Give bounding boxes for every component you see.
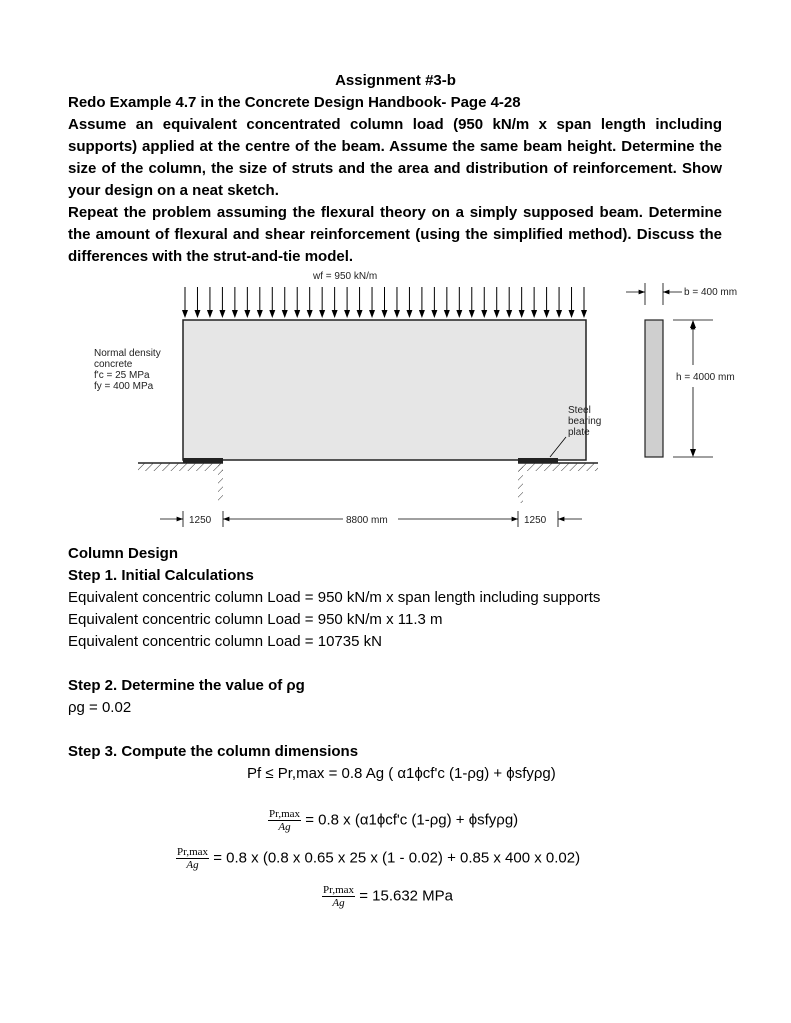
fraction-2-denominator: Ag xyxy=(278,821,291,833)
left-support-hatch xyxy=(138,463,223,471)
load-arrow-head xyxy=(556,310,562,318)
load-arrow-head xyxy=(544,310,550,318)
load-arrow-head xyxy=(419,310,425,318)
equation-3 xyxy=(176,846,580,871)
load-arrow-head xyxy=(257,310,263,318)
equation-4-rhs: = 15.632 MPa xyxy=(359,887,454,905)
fraction-3-numerator: Pr,max xyxy=(177,846,209,858)
load-arrow-head xyxy=(194,310,200,318)
material-label-1: Normal density xyxy=(94,348,161,359)
deep-beam-figure xyxy=(88,265,788,545)
fc-label: f'c = 25 MPa xyxy=(94,370,150,381)
load-arrow-head xyxy=(406,310,412,318)
dim-left-label: 1250 xyxy=(189,515,212,526)
fraction-3-denominator: Ag xyxy=(186,859,199,871)
intro-paragraph-1: Assume an equivalent concentrated column load (950 kN/m x span length including supports) applied at the centre of the beam. Assume the same beam height. Determine the size of the column, the size of struts and the area and distribution of reinforcement. Show your design on a neat sketch. xyxy=(68,116,722,199)
load-arrow-head xyxy=(506,310,512,318)
step1-line-3: Equivalent concentric column Load = 10735 kN xyxy=(68,633,382,650)
fy-label: fy = 400 MPa xyxy=(94,381,154,392)
right-support-wall xyxy=(518,463,523,503)
fraction-4-denominator: Ag xyxy=(332,897,345,909)
load-arrow-head xyxy=(244,310,250,318)
load-arrow-head xyxy=(394,310,400,318)
assignment-title: Assignment #3-b xyxy=(335,72,456,89)
plate-label-3: plate xyxy=(568,427,590,438)
load-arrow-head xyxy=(444,310,450,318)
load-arrow-head xyxy=(519,310,525,318)
height-label: h = 4000 mm xyxy=(676,372,735,383)
load-arrow-head xyxy=(456,310,462,318)
intro-paragraph-2: Repeat the problem assuming the flexural theory on a simply supposed beam. Determine the amount of flexural and shear reinforcement (using the simplified method). Discuss the differences with the strut-and-tie model. xyxy=(68,204,722,265)
load-arrow-head xyxy=(319,310,325,318)
step1-heading: Step 1. Initial Calculations xyxy=(68,567,254,584)
load-arrow-head xyxy=(232,310,238,318)
load-label: wf = 950 kN/m xyxy=(313,271,378,282)
load-arrow-head xyxy=(307,310,313,318)
fraction-3 xyxy=(176,846,209,871)
load-arrow-head xyxy=(469,310,475,318)
equation-3-rhs: = 0.8 x (0.8 x 0.65 x 25 x (1 - 0.02) + 0.85 x 400 x 0.02) xyxy=(213,849,581,867)
width-label: b = 400 mm xyxy=(684,287,738,298)
load-arrow-head xyxy=(182,310,188,318)
load-arrow-head xyxy=(357,310,363,318)
plate-label-1: Steel xyxy=(568,405,591,416)
fraction-4 xyxy=(322,884,355,909)
load-arrow-head xyxy=(494,310,500,318)
equation-2-rhs: = 0.8 x (α1ϕcf'c (1-ρg) + ϕsfyρg) xyxy=(305,811,519,829)
load-arrow-head xyxy=(294,310,300,318)
load-arrow-head xyxy=(382,310,388,318)
column-design-heading: Column Design xyxy=(68,545,179,562)
material-label-2: concrete xyxy=(94,359,133,370)
step1-line-2: Equivalent concentric column Load = 950 kN/m x 11.3 m xyxy=(68,611,443,628)
column-design-section xyxy=(68,543,748,763)
distributed-load-arrows xyxy=(182,287,587,318)
step2-heading: Step 2. Determine the value of ρg xyxy=(68,677,305,694)
load-arrow-head xyxy=(219,310,225,318)
step2-value: ρg = 0.02 xyxy=(68,699,132,716)
load-arrow-head xyxy=(581,310,587,318)
plate-label-2: bearing xyxy=(568,416,602,427)
load-arrow-head xyxy=(207,310,213,318)
equation-4 xyxy=(322,884,453,909)
load-arrow-head xyxy=(369,310,375,318)
fraction-4-numerator: Pr,max xyxy=(323,884,355,896)
load-arrow-head xyxy=(431,310,437,318)
cross-section xyxy=(645,320,663,457)
concrete-beam xyxy=(183,320,586,460)
dim-right-label: 1250 xyxy=(524,515,547,526)
load-arrow-head xyxy=(332,310,338,318)
step1-line-1: Equivalent concentric column Load = 950 kN/m x span length including supports xyxy=(68,589,601,606)
fraction-2 xyxy=(268,808,301,833)
load-arrow-head xyxy=(481,310,487,318)
step3-heading: Step 3. Compute the column dimensions xyxy=(68,743,359,760)
load-arrow-head xyxy=(569,310,575,318)
right-support-hatch xyxy=(518,463,598,471)
fraction-2-numerator: Pr,max xyxy=(269,808,301,820)
equation-1: Pf ≤ Pr,max = 0.8 Ag ( α1ϕcf'c (1-ρg) + ϕsfyρg) xyxy=(247,765,556,782)
left-support-wall xyxy=(218,463,223,503)
intro-line-1: Redo Example 4.7 in the Concrete Design Handbook- Page 4-28 xyxy=(68,94,521,111)
assignment-intro xyxy=(68,92,722,268)
load-arrow-head xyxy=(344,310,350,318)
load-arrow-head xyxy=(269,310,275,318)
load-arrow-head xyxy=(531,310,537,318)
equation-2 xyxy=(268,808,518,833)
beam-diagram-svg xyxy=(88,265,788,545)
dim-span-label: 8800 mm xyxy=(346,515,388,526)
load-arrow-head xyxy=(282,310,288,318)
